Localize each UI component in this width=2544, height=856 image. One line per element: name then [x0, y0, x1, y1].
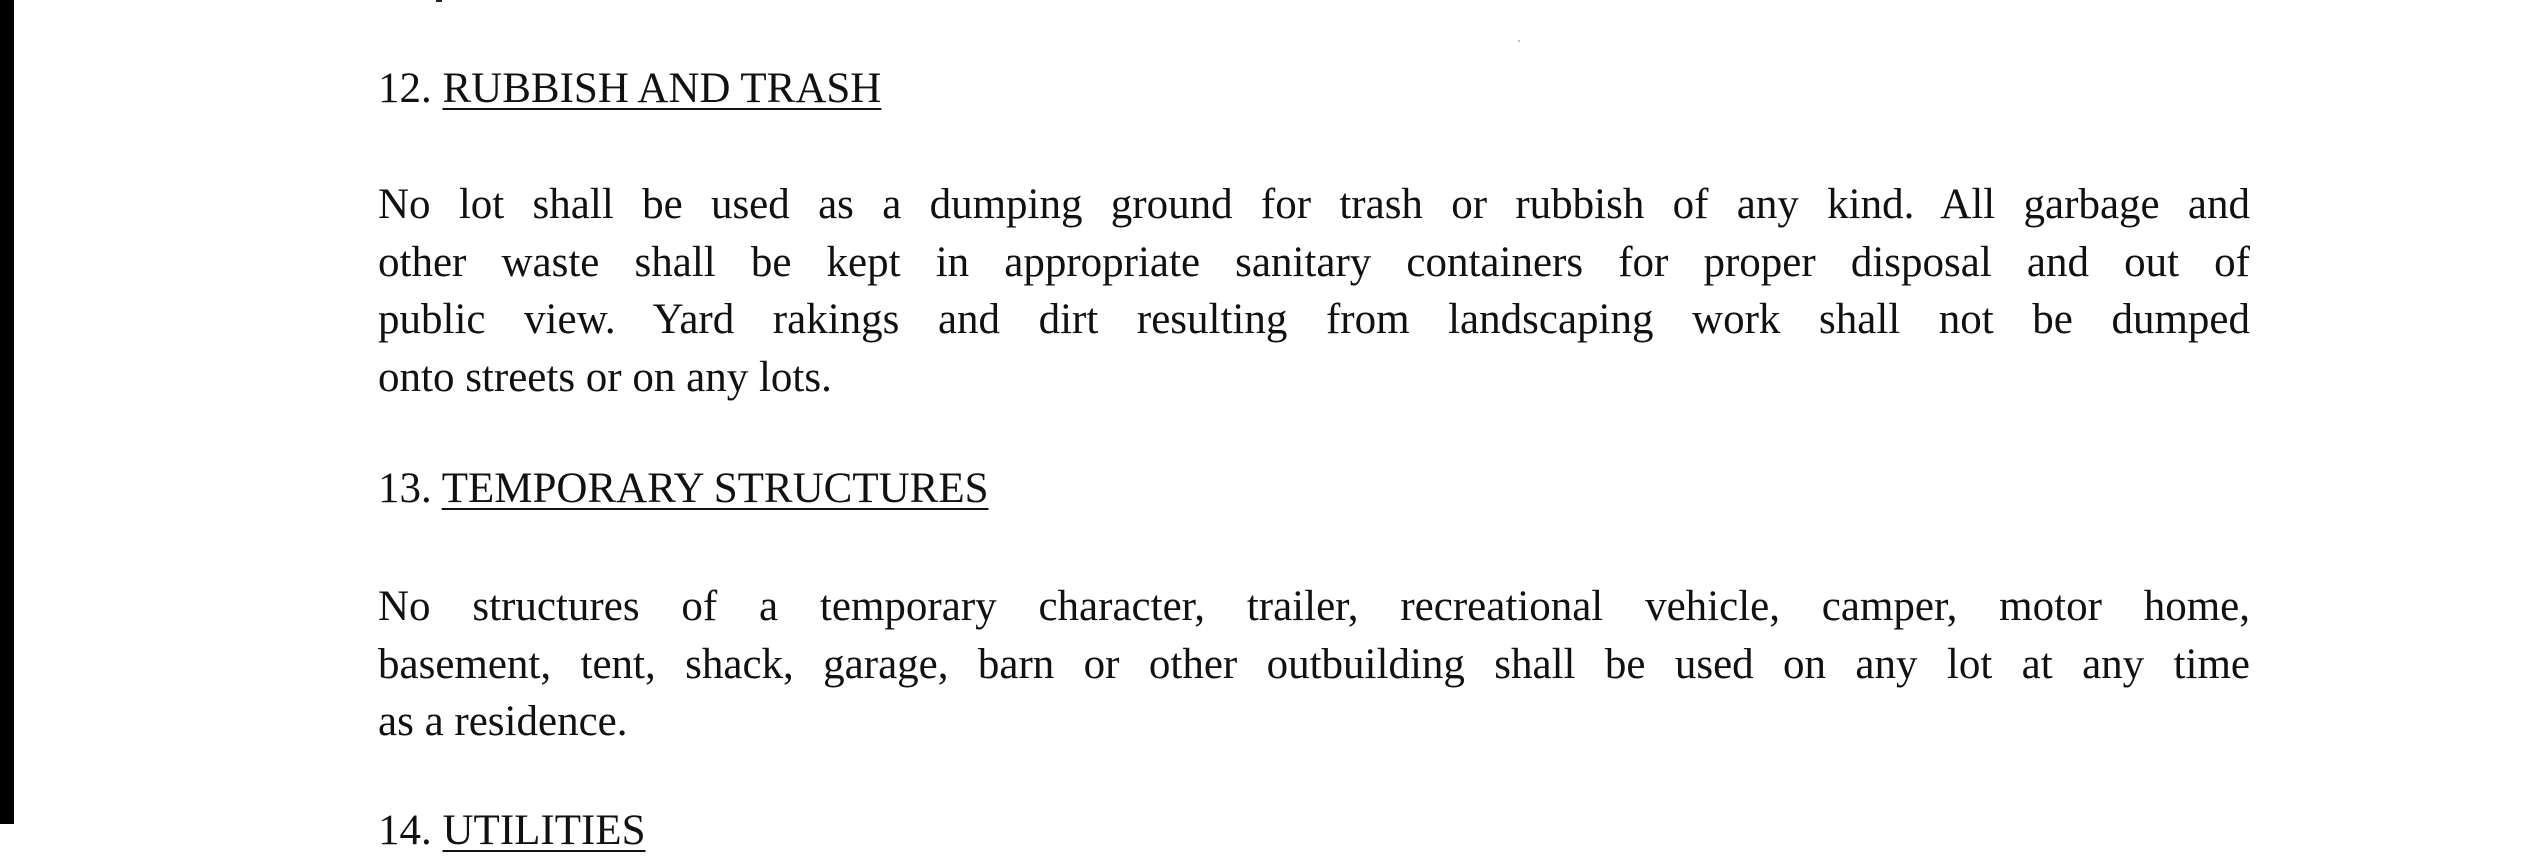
- section-title: TEMPORARY STRUCTURES: [441, 465, 989, 512]
- section-title: RUBBISH AND TRASH: [442, 65, 882, 112]
- section-number: 14.: [378, 807, 432, 854]
- section-body-rubbish-and-trash: [378, 176, 2250, 406]
- section-heading-rubbish-and-trash: [378, 64, 881, 114]
- paragraph-line: other waste shall be kept in appropriate sanitary containers for proper disposal and out of: [378, 238, 2250, 286]
- previous-line-fragment: [436, 0, 442, 2]
- section-body-temporary-structures: [378, 578, 2250, 751]
- section-title: UTILITIES: [442, 807, 646, 854]
- paragraph-line: public view. Yard rakings and dirt resulting from landscaping work shall not be dumped: [378, 296, 2250, 343]
- section-number: 12.: [378, 65, 432, 112]
- section-heading-utilities: [378, 806, 646, 856]
- paragraph-line: No lot shall be used as a dumping ground for trash or rubbish of any kind. All garbage and: [378, 181, 2250, 228]
- paragraph-line: as a residence.: [378, 698, 628, 745]
- paragraph-line: onto streets or on any lots.: [378, 353, 832, 401]
- scan-border: [0, 0, 14, 824]
- section-heading-temporary-structures: [378, 464, 989, 514]
- scan-speck: [1518, 40, 1520, 42]
- paragraph-line: basement, tent, shack, garage, barn or other outbuilding shall be used on any lot at any time: [378, 640, 2250, 688]
- paragraph-line: No structures of a temporary character, trailer, recreational vehicle, camper, motor home,: [378, 583, 2250, 630]
- section-number: 13.: [378, 465, 432, 512]
